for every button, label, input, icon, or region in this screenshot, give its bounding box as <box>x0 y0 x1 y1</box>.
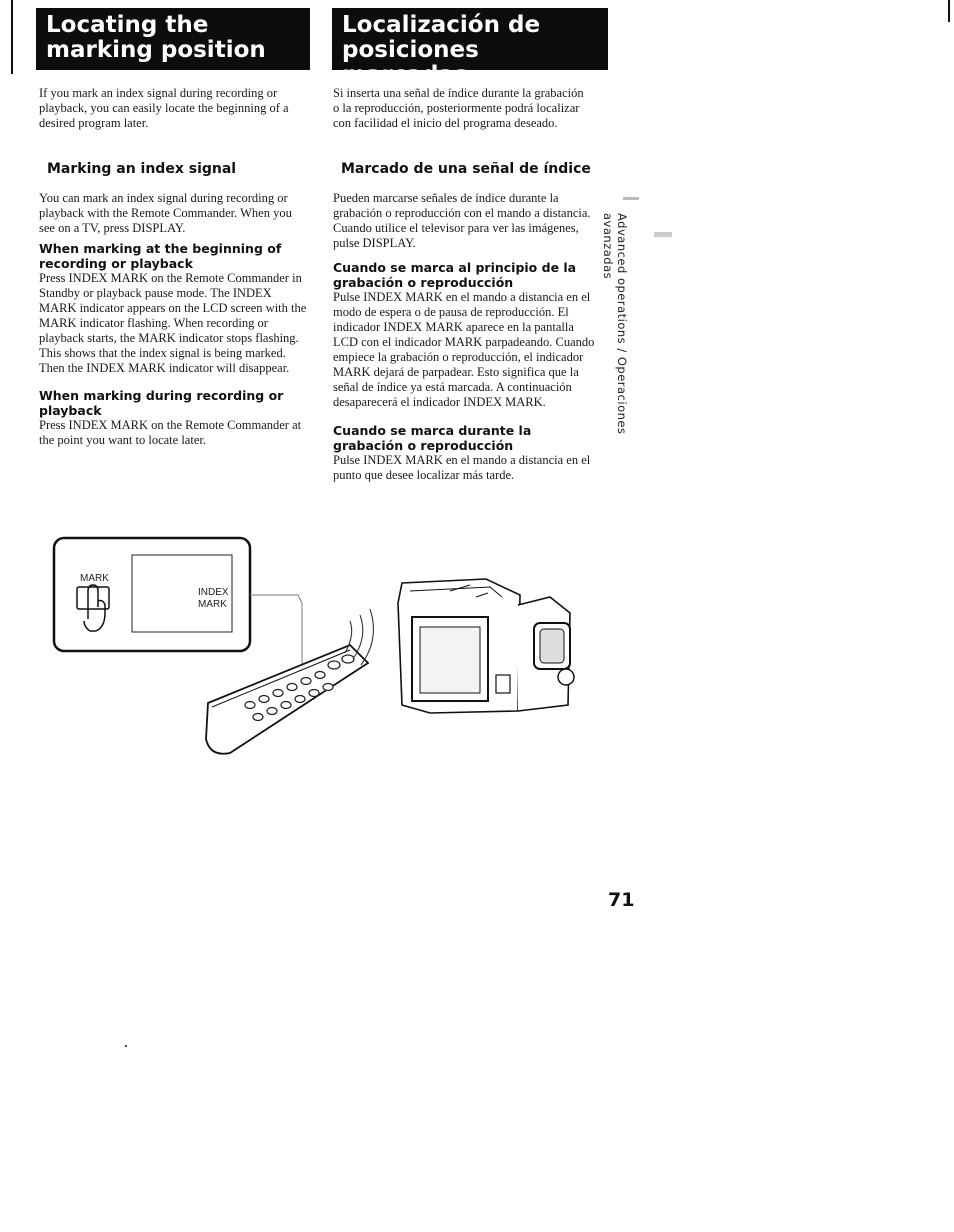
remote-commander-icon <box>206 645 368 754</box>
section-paragraph-spanish: Pueden marcarse señales de índice durante la grabación o reproducción con el mando a distancia. Cuando utilice el televisor para ver las imágenes, pulse DISPLAY. <box>333 191 591 250</box>
subtext-beginning-english: Press INDEX MARK on the Remote Commander in Standby or playback pause mode. The INDEX MARK indicator appears on the LCD screen with the MARK indicator flashing. When recording or playback starts, the MARK indicator stops flashing. This shows that the index signal is being marked. Then the INDEX MARK indicator will disappear. <box>39 271 307 375</box>
intro-english: If you mark an index signal during recording or playback, you can easily locate the beginning of a desired program later. <box>39 86 289 130</box>
subheading-beginning-spanish: Cuando se marca al principio de la grabación o reproducción <box>333 260 577 290</box>
corner-mark <box>948 0 950 22</box>
section-heading-spanish: Marcado de una señal de índice <box>341 161 591 177</box>
title-english: Locating the marking position <box>36 8 310 70</box>
scan-speck <box>125 1045 127 1047</box>
section-heading-english: Marking an index signal <box>47 161 237 177</box>
page-number: 71 <box>608 889 635 911</box>
intro-spanish: Si inserta una señal de índice durante la grabación o la reproducción, posteriormente podrá localizar con facilidad el inicio del programa deseado. <box>333 86 584 130</box>
side-tab-label: Advanced operations / Operaciones avanzadas <box>601 213 629 435</box>
screen-mark-label: MARK <box>198 599 227 610</box>
scan-speck <box>654 232 672 237</box>
title-spanish: Localización de posiciones marcadas <box>332 8 608 70</box>
subheading-during-english: When marking during recording or playback <box>39 388 284 418</box>
subheading-during-spanish: Cuando se marca durante la grabación o reproducción <box>333 423 532 453</box>
subtext-during-spanish: Pulse INDEX MARK en el mando a distancia en el punto que desee localizar más tarde. <box>333 453 591 482</box>
screen-index-label: INDEX <box>198 587 229 598</box>
section-spanish <box>333 161 603 483</box>
section-english <box>39 161 315 448</box>
section-paragraph-english: You can mark an index signal during recording or playback with the Remote Commander. When you see on a TV, press DISPLAY. <box>39 191 292 235</box>
subtext-during-english: Press INDEX MARK on the Remote Commander at the point you want to locate later. <box>39 418 302 447</box>
subheading-beginning-english: When marking at the beginning of recording or playback <box>39 241 282 271</box>
margin-rule <box>11 0 13 74</box>
scan-speck <box>623 197 639 200</box>
mark-button-label: MARK <box>80 573 109 584</box>
subtext-beginning-spanish: Pulse INDEX MARK en el mando a distancia en el modo de espera o de pausa de reproducción. El indicador INDEX MARK aparece en la pantalla LCD con el indicador MARK parpadeando. Cuando empiece la grabación o reproducción, el indicador MARK dejará de parpadear. Esto significa que la señal de índice ya está marcada. A continuación desaparecerá el indicador INDEX MARK. <box>333 290 595 409</box>
camcorder-icon <box>398 579 574 713</box>
illustration <box>50 535 590 770</box>
